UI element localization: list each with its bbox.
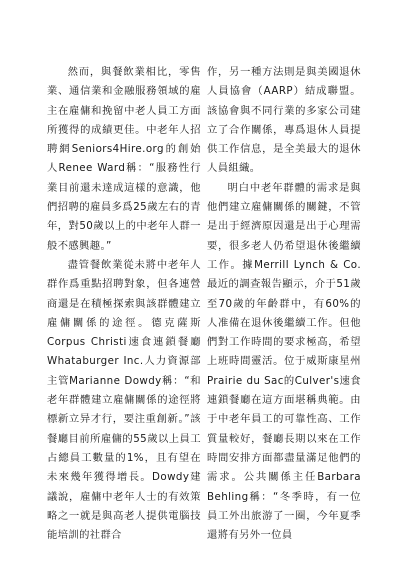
paragraph: 盡管餐飲業從未將中老年人群作爲重點招聘對象，但各連營商還是在積極探索與該群體建立雇傭關係的途徑。德克薩斯Corpus Christi速食連鎖餐廳Whataburger Inc.人力資源部主管Marianne Dowdy稱：“和老年群體建立雇傭關係的途徑將標新立异才行，要注重創新。”該餐廳目前所雇傭的55歲以上員工占總員工數量的1%，且有望在未來幾年獲得增長。Dowdy建議說，雇傭中老年人士的有效策略之一就是與高老人提供電腦技能培訓的社群合 [47,258,201,542]
paragraph: 作，另一種方法則是與美國退休人員協會（AARP）結成聯盟。該協會與不同行業的多家公司建立了合作關係，專爲退休人員提供工作信息，是全美最大的退休人員組織。 [207,66,361,175]
paragraph: 然而，與餐飲業相比，零售業、通信業和金融服務領域的雇主在雇傭和挽留中老人員工方面所獲得的成績更佳。中老年人招聘網Seniors4Hire.org的創始人Renee Ward稱：“服務性行業目前還未達成這樣的意識，他們招聘的雇員多爲25歲左右的青年，對50歲以上的中老年人群一般不感興趣。” [47,66,201,252]
left-column [47,63,201,545]
right-column [207,63,361,545]
paragraph: 明白中老年群體的需求是與他們建立雇傭關係的關鍵，不管是出于經濟原因還是出于心理需要，很多老人仍希望退休後繼續工作。據Merrill Lynch & Co.最近的調查報告顯示，介于51歲至70歲的年齡群中，有60%的人准備在退休後繼續工作。但他們對工作時間的要求極高，希望上班時間靈活。位于威斯康星州Prairie du Sac的Culver's速食連鎖餐廳在這方面堪稱典範。由于中老年員工的可靠性高、工作質量較好，餐廳長期以來在工作時間安排方面都盡量滿足他們的需求。公共關係主任Barbara Behling稱：“冬季時，有一位員工外出旅游了一圈，今年夏季還將有另外一位員 [207,181,361,542]
